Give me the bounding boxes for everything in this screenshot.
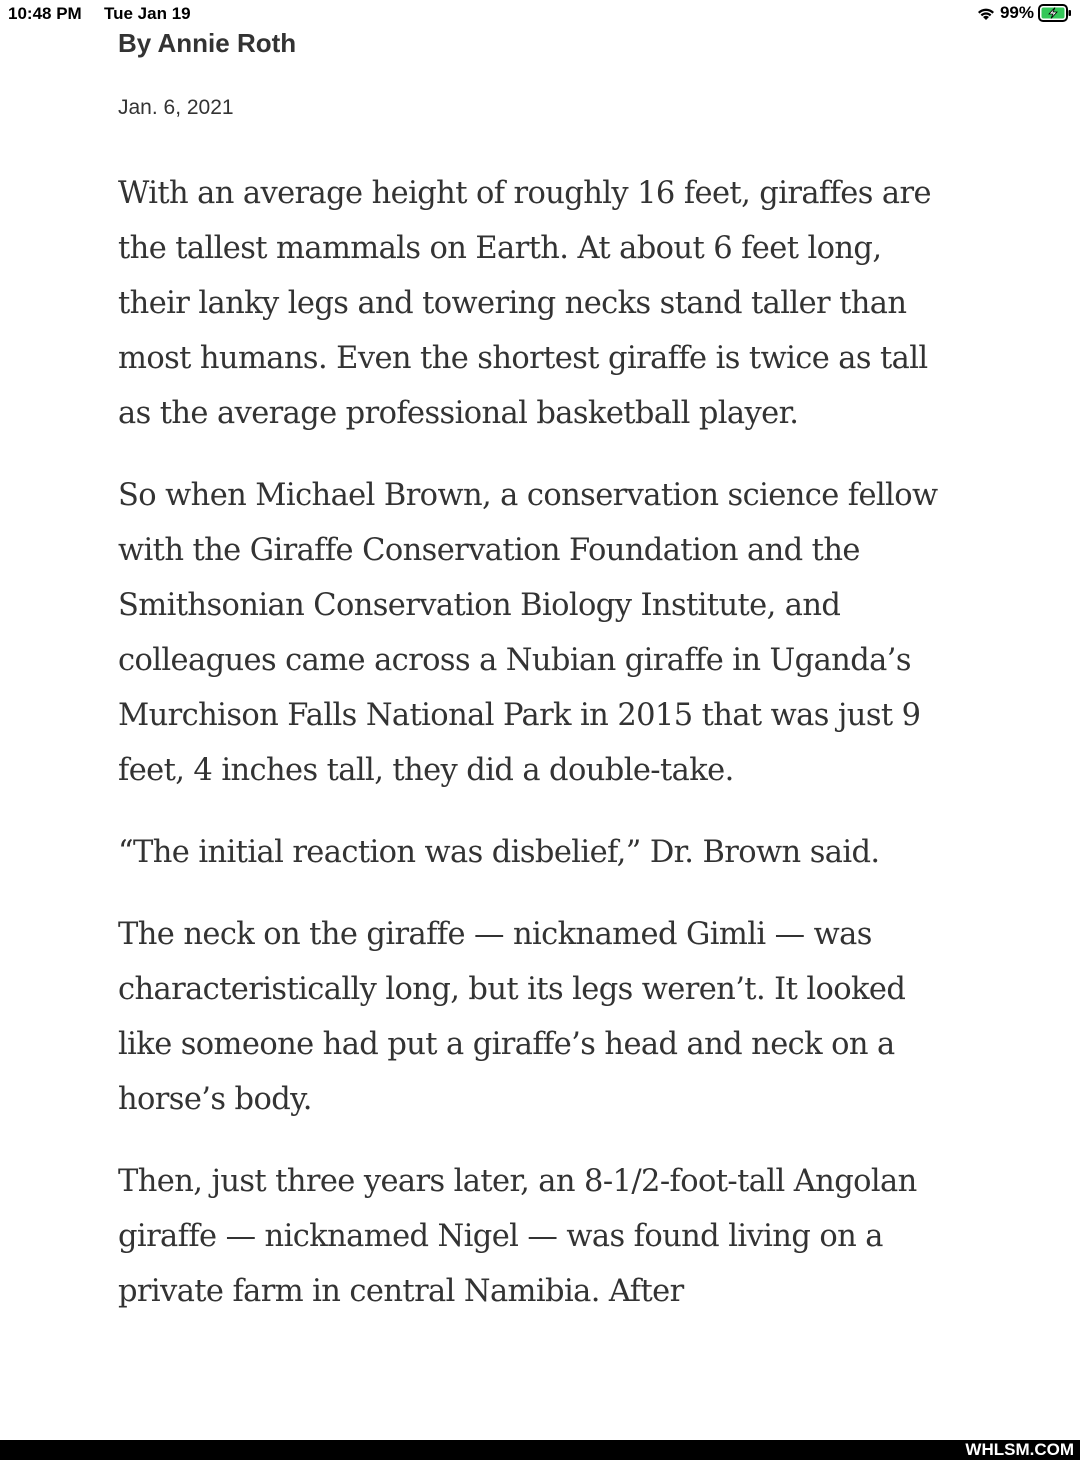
status-date: Tue Jan 19 [104, 4, 191, 23]
byline: By Annie Roth [118, 28, 297, 58]
battery-charging-icon [1038, 4, 1072, 22]
paragraph: “The initial reaction was disbelief,” Dr. Brown said. [118, 835, 880, 870]
paragraph: So when Michael Brown, a conservation science fellow with the Giraffe Conservation Foundation and the Smithsonian Conservation Biology Institute, and colleagues came across a Nubian giraffe in Uganda’s Murchison Falls National Park in 2015 that was just 9 feet, 4 inches tall, they did a double-take. [118, 478, 938, 788]
watermark-bar [0, 1440, 1080, 1460]
battery-percent: 99% [999, 3, 1034, 22]
paragraph: With an average height of roughly 16 feet, giraffes are the tallest mammals on Earth. At about 6 feet long, their lanky legs and towering necks stand taller than most humans. Even the shortest giraffe is twice as tall as the average professional basketball player. [118, 176, 931, 431]
paragraph: The neck on the giraffe — nicknamed Gimli — was characteristically long, but its legs weren’t. It looked like someone had put a giraffe’s head and neck on a horse’s body. [118, 917, 906, 1117]
article-body [118, 166, 948, 1346]
status-indicators [976, 3, 1072, 23]
wifi-icon [976, 5, 996, 21]
paragraph: Then, just three years later, an 8-1/2-foot-tall Angolan giraffe — nicknamed Nigel — was found living on a private farm in central Namibia. After [118, 1164, 917, 1309]
publish-date: Jan. 6, 2021 [118, 96, 234, 119]
status-time: 10:48 PM [8, 4, 82, 23]
status-bar [0, 0, 1080, 28]
watermark-text: WHLSM.COM [965, 1440, 1074, 1459]
